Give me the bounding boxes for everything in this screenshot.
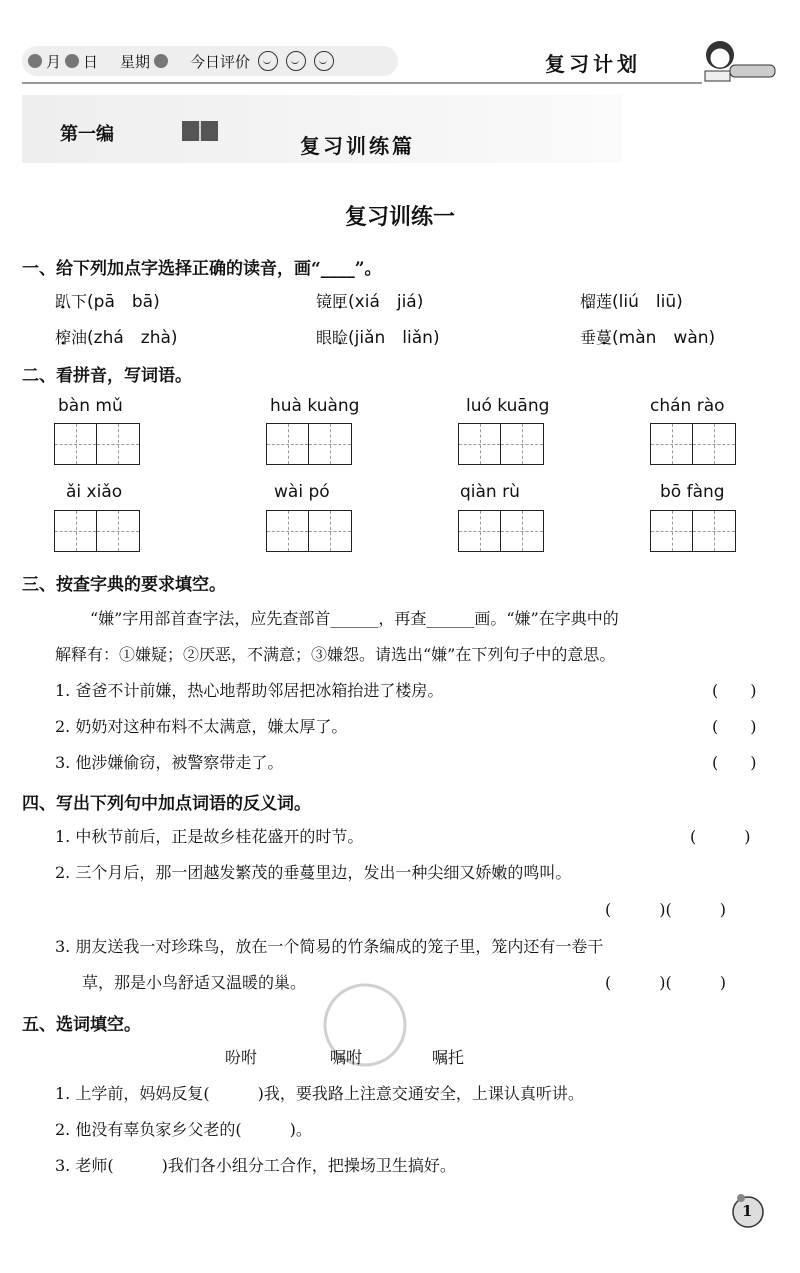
pinyin-label: bō fàng <box>660 482 725 502</box>
pinyin-label: luó kuāng <box>466 396 550 416</box>
q3-sentence: 3. 他涉嫌偷窃，被警察带走了。 <box>55 753 284 772</box>
answer-blank[interactable]: ( ) <box>712 753 757 772</box>
mascot-girl-icon <box>690 35 780 83</box>
page-number: 1 <box>742 1202 753 1220</box>
writing-grid[interactable] <box>54 423 140 465</box>
q3-paragraph: 解释有：①嫌疑；②厌恶，不满意；③嫌怨。请选出“嫌”在下列句子中的意思。 <box>55 645 616 664</box>
section-title: 复习训练篇 <box>300 134 415 158</box>
q1-item: 榨油(zhá zhà) <box>55 328 178 348</box>
word-choice: 嘱咐 <box>330 1048 363 1067</box>
q3-sentence: 2. 奶奶对这种布料不太满意，嫌太厚了。 <box>55 717 348 736</box>
answer-blank[interactable]: ( ) <box>690 827 751 846</box>
answer-blank[interactable]: ( )( ) <box>605 900 726 919</box>
day-dot <box>65 54 79 68</box>
q1-item: 垂蔓(màn wàn) <box>580 328 716 348</box>
q2-heading: 二、看拼音，写词语。 <box>22 366 192 386</box>
answer-blank[interactable]: ( ) <box>712 681 757 700</box>
book-icon <box>180 118 220 144</box>
writing-grid[interactable] <box>650 510 736 552</box>
q5-sentence: 3. 老师( )我们各小组分工合作，把操场卫生搞好。 <box>55 1156 456 1175</box>
q3-heading: 三、按查字典的要求填空。 <box>22 575 226 595</box>
word-choice: 嘱托 <box>432 1048 465 1067</box>
answer-blank[interactable]: ( )( ) <box>605 973 726 992</box>
writing-grid[interactable] <box>458 510 544 552</box>
answer-blank[interactable]: ( ) <box>712 717 757 736</box>
stamp-watermark <box>290 980 440 1070</box>
pinyin-label: bàn mǔ <box>58 396 123 416</box>
week-dot <box>154 54 168 68</box>
part-label: 第一编 <box>60 124 114 145</box>
q3-paragraph: “嫌”字用部首查字法，应先查部首______，再查______画。“嫌”在字典中的 <box>90 609 619 628</box>
q4-heading: 四、写出下列句中加点词语的反义词。 <box>22 794 311 814</box>
writing-grid[interactable] <box>266 423 352 465</box>
pinyin-label: chán rào <box>650 396 725 416</box>
writing-grid[interactable] <box>458 423 544 465</box>
smiley-icon <box>258 51 278 71</box>
writing-grid[interactable] <box>650 423 736 465</box>
q1-item: 镜匣(xiá jiá) <box>316 292 424 312</box>
q5-sentence: 1. 上学前，妈妈反复( )我，要我路上注意交通安全，上课认真听讲。 <box>55 1084 584 1103</box>
pinyin-label: ǎi xiǎo <box>66 482 123 502</box>
month-label: 月 <box>46 52 62 71</box>
q1-heading: 一、给下列加点字选择正确的读音，画“____”。 <box>22 259 382 279</box>
q1-item: 趴下(pā bā) <box>55 292 160 312</box>
q1-item: 榴莲(liú liū) <box>580 292 683 312</box>
week-label: 星期 <box>120 52 151 71</box>
plan-title: 复习计划 <box>545 52 641 76</box>
month-dot <box>28 54 42 68</box>
pinyin-label: qiàn rù <box>460 482 520 502</box>
smiley-icon <box>314 51 334 71</box>
q4-sentence: 1. 中秋节前后，正是故乡桂花盛开的时节。 <box>55 827 364 846</box>
pinyin-label: huà kuàng <box>270 396 360 416</box>
q1-item: 眼睑(jiǎn liǎn) <box>316 328 440 348</box>
pinyin-label: wài pó <box>274 482 330 502</box>
q3-sentence: 1. 爸爸不计前嫌，热心地帮助邻居把冰箱抬进了楼房。 <box>55 681 444 700</box>
page-title: 复习训练一 <box>344 204 455 230</box>
smiley-icon <box>286 51 306 71</box>
q4-sentence: 2. 三个月后，那一团越发繁茂的垂蔓里边，发出一种尖细又娇嫩的鸣叫。 <box>55 863 572 882</box>
date-rating-strip <box>22 46 398 76</box>
word-choice: 吩咐 <box>225 1048 258 1067</box>
header-rule <box>22 82 702 84</box>
q4-sentence: 草，那是小鸟舒适又温暖的巢。 <box>82 973 307 992</box>
q5-sentence: 2. 他没有辜负家乡父老的( )。 <box>55 1120 312 1139</box>
q4-sentence: 3. 朋友送我一对珍珠鸟，放在一个简易的竹条编成的笼子里，笼内还有一卷干 <box>55 937 604 956</box>
q5-heading: 五、选词填空。 <box>22 1015 141 1035</box>
writing-grid[interactable] <box>266 510 352 552</box>
writing-grid[interactable] <box>54 510 140 552</box>
rating-label: 今日评价 <box>190 52 251 71</box>
day-label: 日 <box>83 52 99 71</box>
